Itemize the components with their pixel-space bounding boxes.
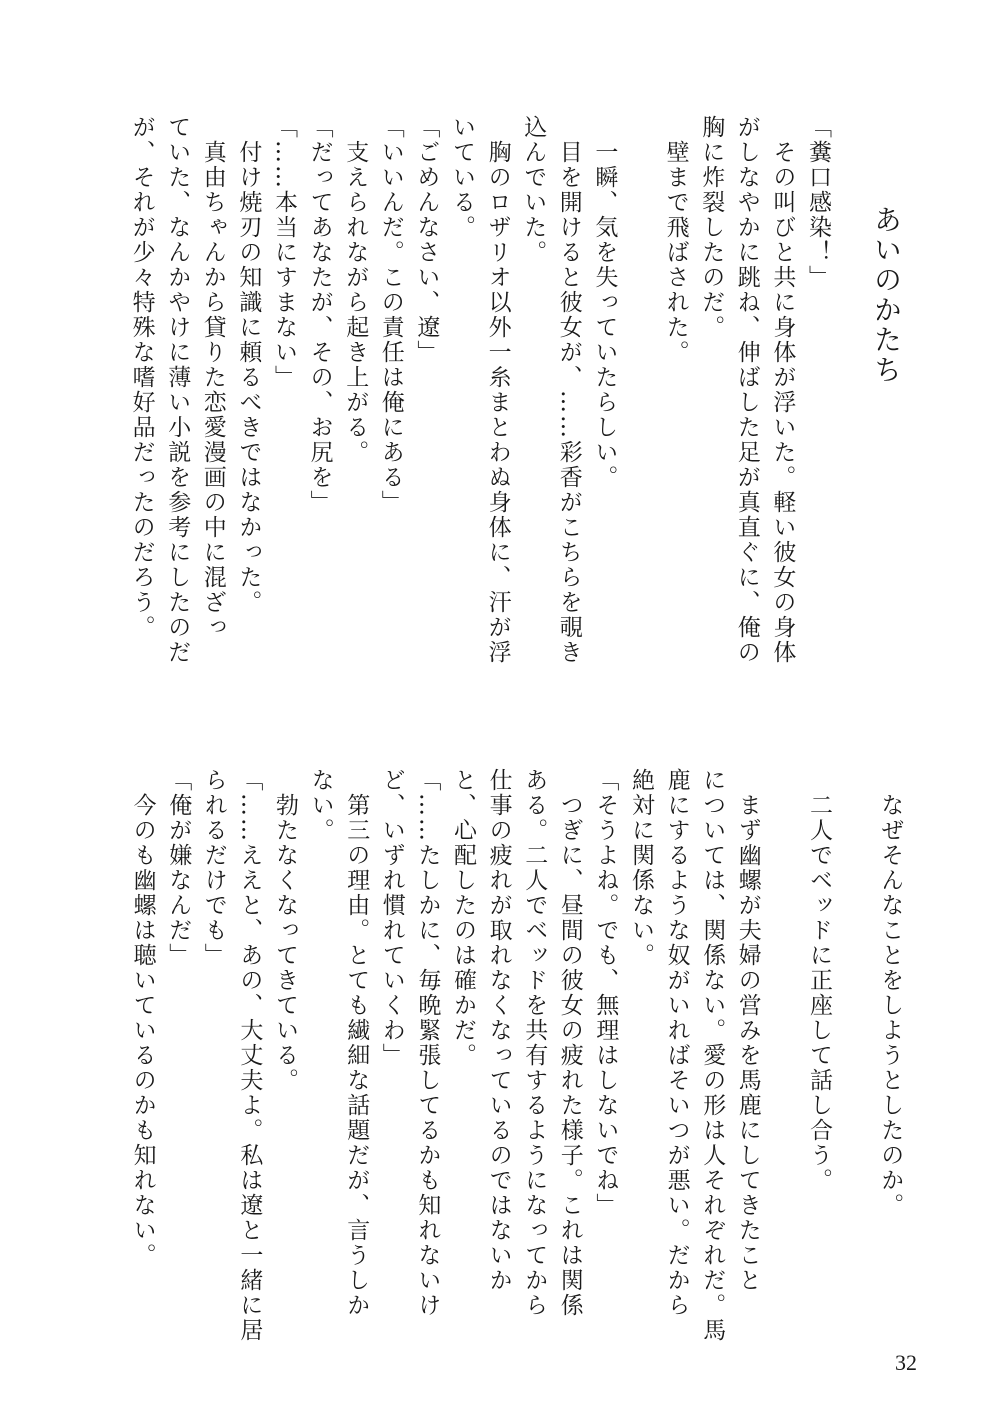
text-column: 一瞬、気を失っていたらしい。 — [591, 140, 618, 490]
text-column: ある。二人でベッドを共有するようになってから — [521, 768, 548, 1318]
text-column: 「そうよね。でも、無理はしないでね」 — [592, 768, 619, 1218]
text-column: 鹿にするような奴がいればそいつが悪い。だから — [663, 768, 690, 1318]
text-column: 「糞口感染！」 — [805, 115, 831, 290]
text-column: 「俺が嫌なんだ」 — [165, 768, 192, 968]
text-column: ていた、なんかやけに薄い小説を参考にしたのだ — [164, 115, 191, 665]
text-column: 絶対に関係ない。 — [628, 768, 654, 968]
text-column: られるだけでも」 — [200, 768, 227, 968]
text-column: なぜそんなことをしようとしたのか。 — [877, 793, 904, 1218]
text-column: いている。 — [449, 115, 475, 240]
text-column: 「……本当にすまない」 — [271, 115, 297, 390]
text-column: については、関係ない。愛の形は人それぞれだ。馬 — [699, 768, 726, 1343]
text-column: その叫びと共に身体が浮いた。軽い彼女の身体 — [769, 140, 796, 665]
text-column: 付け焼刃の知識に頼るべきではなかった。 — [235, 140, 262, 615]
text-column: 勃たなくなってきている。 — [272, 793, 298, 1093]
text-column: 胸のロザリオ以外一糸まとわぬ身体に、汗が浮 — [484, 140, 511, 665]
text-column: 「……たしかに、毎晩緊張してるかも知れないけ — [414, 768, 441, 1318]
text-column: 第三の理由。とても繊細な話題だが、言うしか — [343, 793, 370, 1318]
text-column: 今のも幽螺は聴いているのかも知れない。 — [129, 793, 156, 1268]
text-column: 込んでいた。 — [520, 115, 547, 265]
text-column: ど、いずれ慣れていくわ」 — [378, 768, 405, 1068]
text-column: まず幽螺が夫婦の営みを馬鹿にしてきたこと — [734, 793, 761, 1293]
text-column: 「ごめんなさい、遼」 — [413, 115, 440, 365]
text-column: がしなやかに跳ね、伸ばした足が真直ぐに、俺の — [733, 115, 760, 665]
text-column: が、それが少々特殊な嗜好品だったのだろう。 — [128, 115, 155, 640]
text-column: 「……ええと、あの、大丈夫よ。私は遼と一緒に居 — [236, 768, 263, 1343]
text-column: 胸に炸裂したのだ。 — [698, 115, 725, 340]
chapter-title: あいのかたち — [870, 205, 903, 385]
text-column: 仕事の疲れが取れなくなっているのではないか — [485, 768, 512, 1293]
text-column: 目を開けると彼女が、……彩香がこちらを覗き — [555, 140, 582, 665]
text-column: 二人でベッドに正座して話し合う。 — [806, 793, 832, 1193]
page-number: 32 — [895, 1350, 917, 1375]
text-column: ない。 — [307, 768, 334, 843]
text-column: 「だってあなたが、その、お尻を」 — [306, 115, 333, 515]
text-column: と、心配したのは確かだ。 — [450, 768, 476, 1068]
text-column: つぎに、昼間の彼女の疲れた様子。これは関係 — [556, 793, 583, 1318]
text-column: 「いいんだ。この責任は俺にある」 — [377, 115, 404, 515]
text-column: 真由ちゃんから貸りた恋愛漫画の中に混ざっ — [199, 140, 226, 640]
text-column: 支えられながら起き上がる。 — [342, 140, 369, 465]
text-column: 壁まで飛ばされた。 — [662, 140, 689, 365]
